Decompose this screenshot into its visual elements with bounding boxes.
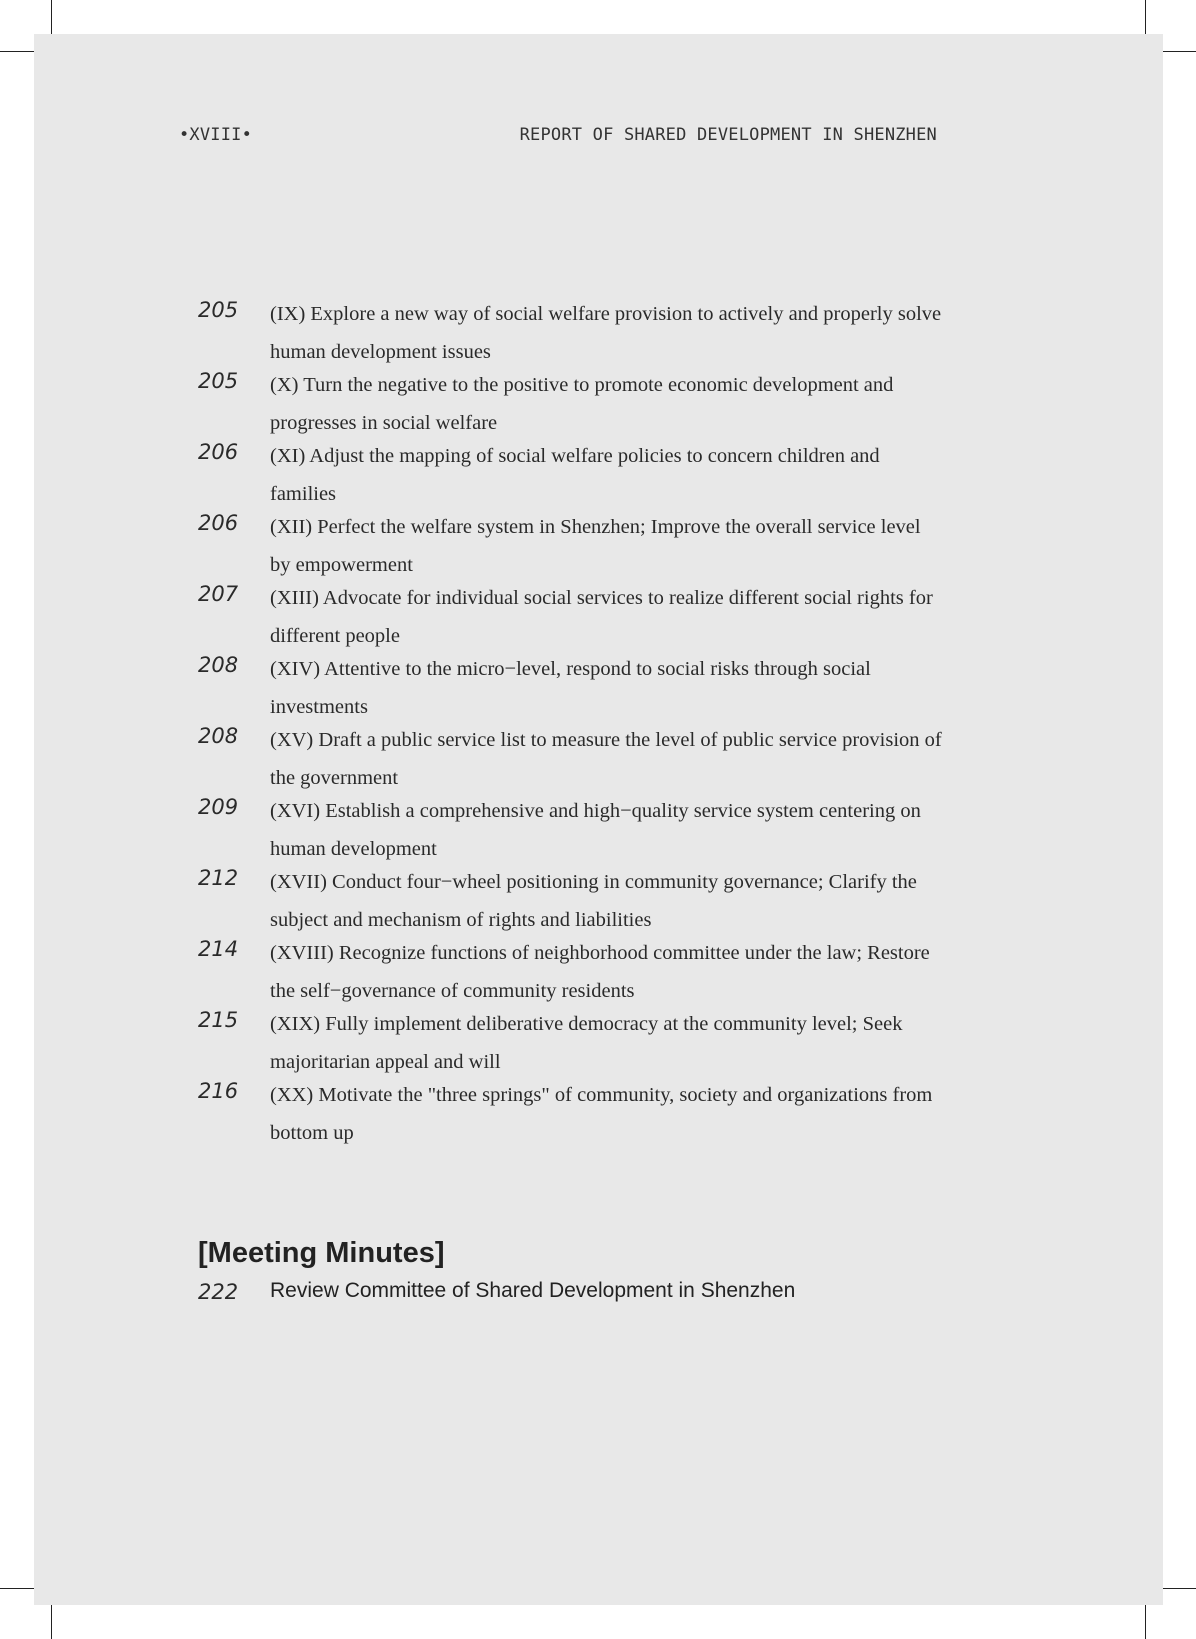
- toc-entry-title: (XIII) Advocate for individual social services to realize different social rights for different people: [270, 587, 933, 647]
- toc-page-number: 206: [198, 511, 239, 535]
- toc-page-number: 208: [198, 724, 239, 748]
- toc-entry[interactable]: [198, 367, 943, 442]
- toc-entry[interactable]: [198, 438, 943, 513]
- page-folio: •XVIII•: [179, 125, 253, 145]
- toc-entry-title: (XVI) Establish a comprehensive and high−quality service system centering on human development: [270, 800, 921, 860]
- toc-page-number: 205: [198, 298, 239, 322]
- toc-entry[interactable]: [198, 651, 943, 726]
- crop-mark-top-right: [1145, 0, 1146, 34]
- toc-page-number: 222: [198, 1280, 239, 1304]
- toc-entry-title: (XII) Perfect the welfare system in Shenzhen; Improve the overall service level by empowerment: [270, 516, 921, 576]
- table-of-contents: [198, 300, 943, 1152]
- toc-page-number: 214: [198, 937, 239, 961]
- running-title: REPORT OF SHARED DEVELOPMENT IN SHENZHEN: [519, 125, 937, 145]
- crop-mark-left-bottom: [0, 1588, 34, 1589]
- toc-page-number: 216: [198, 1079, 239, 1103]
- toc-entry[interactable]: [198, 1077, 943, 1152]
- toc-page-number: 208: [198, 653, 239, 677]
- toc-entry[interactable]: [198, 864, 943, 939]
- toc-entry-title: (XX) Motivate the "three springs" of community, society and organizations from bottom up: [270, 1084, 933, 1144]
- crop-mark-bottom-right: [1145, 1605, 1146, 1639]
- toc-entry-title: (XV) Draft a public service list to measure the level of public service provision of the government: [270, 729, 942, 789]
- toc-entry-title: (XI) Adjust the mapping of social welfare policies to concern children and families: [270, 445, 880, 505]
- crop-mark-bottom-left: [51, 1605, 52, 1639]
- crop-mark-left-top: [0, 51, 34, 52]
- crop-mark-right-top: [1163, 51, 1196, 52]
- toc-entry[interactable]: [198, 296, 943, 371]
- toc-page-number: 212: [198, 866, 239, 890]
- toc-entry-title: (X) Turn the negative to the positive to promote economic development and progresses in social welfare: [270, 374, 894, 434]
- crop-mark-top-left: [51, 0, 52, 34]
- toc-entry-title: (XVIII) Recognize functions of neighborhood committee under the law; Restore the self−governance of community residents: [270, 942, 930, 1002]
- section-heading-meeting-minutes: [Meeting Minutes]: [198, 1237, 445, 1269]
- toc-entry-title: (XVII) Conduct four−wheel positioning in community governance; Clarify the subject and mechanism of rights and liabilities: [270, 871, 917, 931]
- toc-entry-title: (XIV) Attentive to the micro−level, respond to social risks through social investments: [270, 658, 871, 718]
- toc-entry[interactable]: [198, 722, 943, 797]
- toc-entry-title: Review Committee of Shared Development in Shenzhen: [270, 1279, 796, 1302]
- toc-page-number: 205: [198, 369, 239, 393]
- toc-entry[interactable]: [198, 580, 943, 655]
- toc-page-number: 209: [198, 795, 239, 819]
- toc-entry[interactable]: [198, 509, 943, 584]
- toc-entry[interactable]: [198, 1006, 943, 1081]
- toc-entry[interactable]: [198, 793, 943, 868]
- toc-entry-title: (XIX) Fully implement deliberative democracy at the community level; Seek majoritarian appeal and will: [270, 1013, 903, 1073]
- toc-page-number: 207: [198, 582, 239, 606]
- toc-entry[interactable]: [198, 935, 943, 1010]
- toc-entry-title: (IX) Explore a new way of social welfare provision to actively and properly solve human development issues: [270, 303, 942, 363]
- toc-page-number: 215: [198, 1008, 239, 1032]
- toc-page-number: 206: [198, 440, 239, 464]
- crop-mark-right-bottom: [1163, 1588, 1196, 1589]
